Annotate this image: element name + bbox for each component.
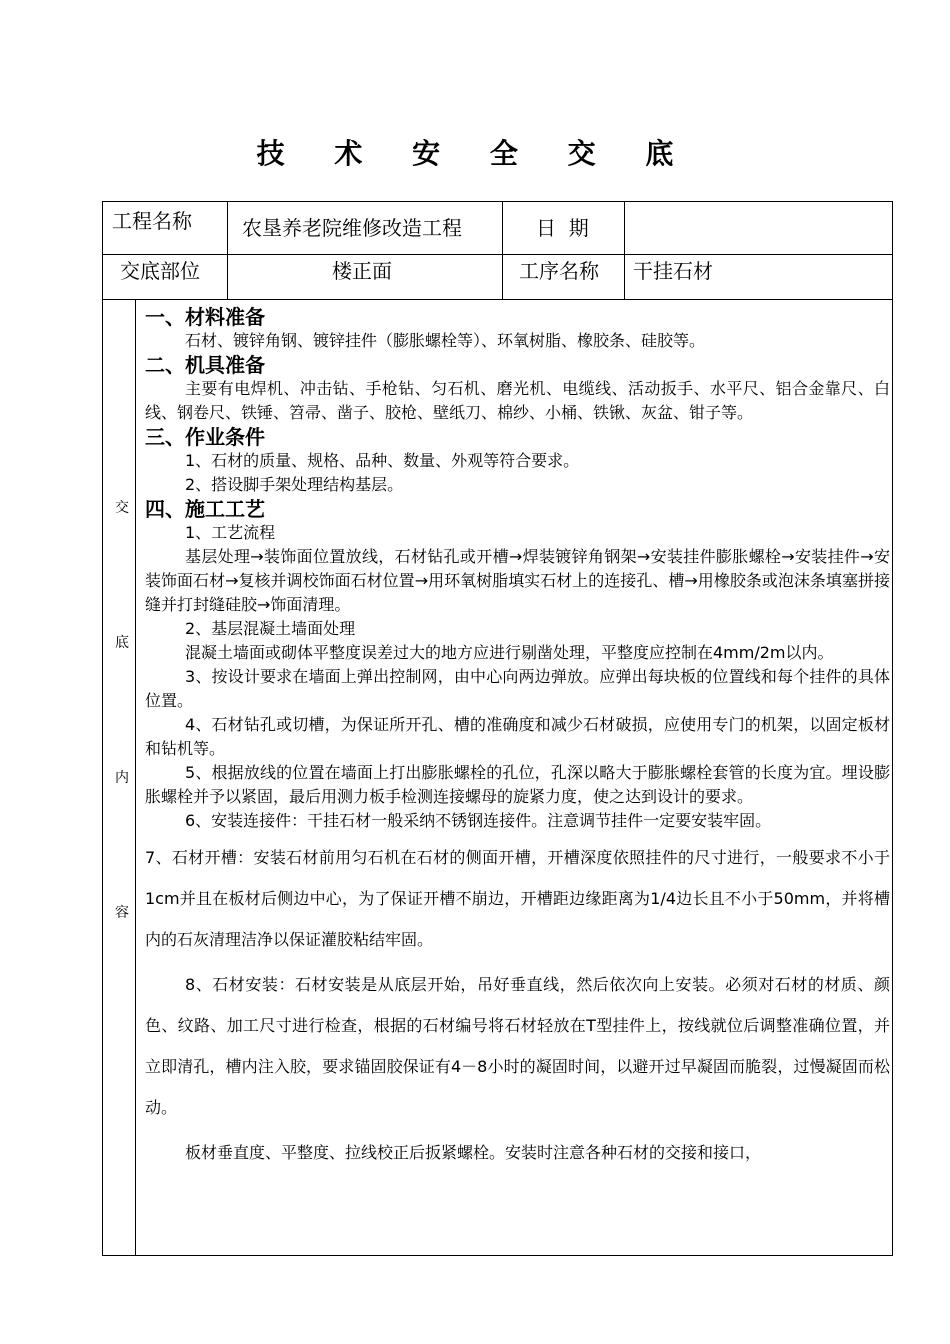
document-title: 技 术 安 全 交 底 — [256, 137, 694, 170]
col-divider — [135, 299, 136, 1255]
section-heading: 三、作业条件 — [145, 425, 265, 449]
row-divider — [103, 254, 892, 255]
side-label-char: 内 — [115, 770, 129, 786]
disclosure-table — [102, 201, 893, 1256]
disclosure-part-value: 楼正面 — [332, 259, 392, 283]
section-heading: 一、材料准备 — [145, 305, 265, 329]
row-divider — [103, 299, 892, 300]
paragraph: 基层处理→装饰面位置放线，石材钻孔或开槽→焊装镀锌角钢架→安装挂件膨胀螺栓→安装挂件→安装饰面石材→复核并调校饰面石材位置→用环氧树脂填实石材上的连接孔、槽→用橡胶条或泡沫条填塞拼接缝并打封缝硅胶→饰面清理。 — [145, 547, 890, 614]
paragraph: 2、搭设脚手架处理结构基层。 — [185, 475, 404, 494]
process-name-label: 工序名称 — [519, 259, 599, 283]
paragraph: 石材、镀锌角钢、镀锌挂件（膨胀螺栓等）、环氧树脂、橡胶条、硅胶等。 — [185, 331, 706, 350]
paragraph: 1、石材的质量、规格、品种、数量、外观等符合要求。 — [185, 451, 580, 470]
side-label-char: 底 — [115, 635, 129, 651]
paragraph: 7、石材开槽：安装石材前用匀石机在石材的侧面开槽，开槽深度依照挂件的尺寸进行，一般要求不小于1cm并且在板材后侧边中心，为了保证开槽不崩边，开槽距边缘距离为1/4边长且不小于50mm，并将槽内的石灰清理洁净以保证灌胶粘结牢固。 — [145, 848, 890, 949]
disclosure-content — [145, 305, 890, 1173]
paragraph: 混凝土墙面或砌体平整度误差过大的地方应进行剔凿处理，平整度应控制在4mm/2m以内。 — [185, 643, 834, 662]
col-divider — [502, 202, 503, 299]
project-name-label: 工程名称 — [112, 209, 192, 233]
paragraph: 6、安装连接件：干挂石材一般采纳不锈钢连接件。注意调节挂件一定要安装牢固。 — [185, 811, 772, 830]
paragraph: 4、石材钻孔或切槽，为保证所开孔、槽的准确度和减少石材破损，应使用专门的机架，以固定板材和钻机等。 — [145, 715, 890, 758]
section-heading: 二、机具准备 — [145, 353, 265, 377]
paragraph: 8、石材安装：石材安装是从底层开始，吊好垂直线，然后依次向上安装。必须对石材的材质、颜色、纹路、加工尺寸进行检查，根据的石材编号将石材轻放在T型挂件上，按线就位后调整准确位置，并立即清孔，槽内注入胶，要求锚固胶保证有4－8小时的凝固时间，以避开过早凝固而脆裂，过慢凝固而松动。 — [145, 975, 890, 1117]
paragraph: 1、工艺流程 — [185, 523, 276, 542]
paragraph: 3、按设计要求在墙面上弹出控制网，由中心向两边弹放。应弹出每块板的位置线和每个挂件的具体位置。 — [145, 667, 890, 710]
side-label-char: 交 — [115, 500, 129, 516]
process-name-value: 干挂石材 — [633, 259, 713, 283]
paragraph: 5、根据放线的位置在墙面上打出膨胀螺栓的孔位，孔深以略大于膨胀螺栓套管的长度为宜。埋设膨胀螺栓并予以紧固，最后用测力板手检测连接螺母的旋紧力度，使之达到设计的要求。 — [145, 763, 890, 806]
col-divider — [227, 202, 228, 299]
project-name-value: 农垦养老院维修改造工程 — [242, 216, 462, 240]
paragraph: 2、基层混凝土墙面处理 — [185, 619, 356, 638]
disclosure-part-label: 交底部位 — [120, 259, 200, 283]
paragraph: 板材垂直度、平整度、拉线校正后扳紧螺栓。安装时注意各种石材的交接和接口， — [185, 1143, 762, 1162]
col-divider — [624, 202, 625, 299]
paragraph: 主要有电焊机、冲击钻、手枪钻、匀石机、磨光机、电缆线、活动扳手、水平尺、铝合金靠尺、白线、钢卷尺、铁锤、笤帚、凿子、胶枪、壁纸刀、棉纱、小桶、铁锹、灰盆、钳子等。 — [145, 379, 890, 422]
side-label-char: 容 — [115, 905, 129, 921]
section-heading: 四、施工工艺 — [145, 497, 265, 521]
date-label: 日 期 — [536, 216, 589, 240]
